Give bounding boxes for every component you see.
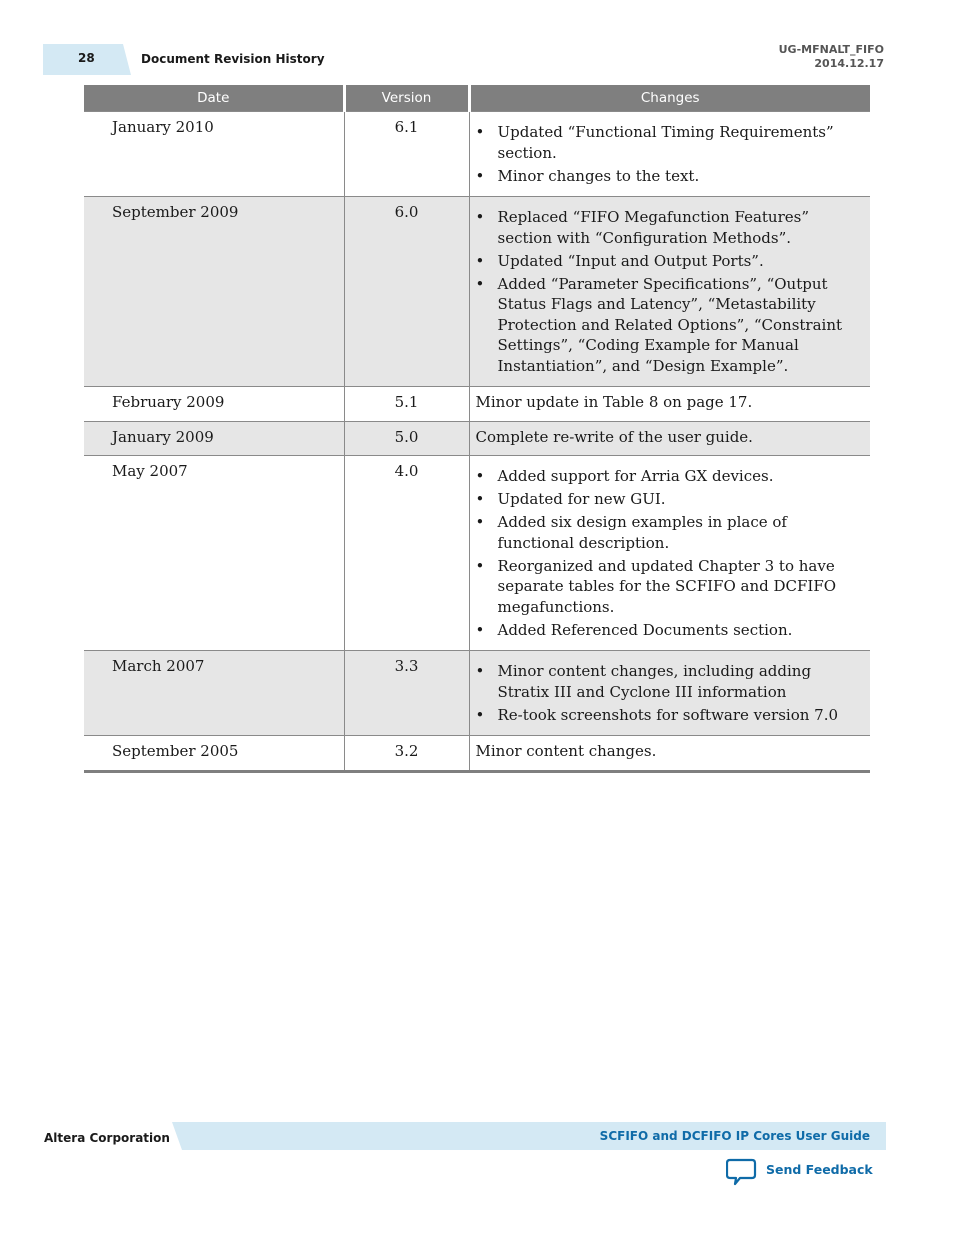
date-cell: March 2007 <box>84 651 344 736</box>
list-item: • Added Referenced Documents section. <box>476 620 865 641</box>
changes-cell: Minor content changes. <box>469 736 870 772</box>
table-row <box>84 456 870 651</box>
changes-list <box>476 661 865 725</box>
date-cell: February 2009 <box>84 387 344 422</box>
revision-history-table <box>84 85 870 773</box>
version-cell: 5.0 <box>344 421 469 456</box>
doc-identifier <box>779 43 884 71</box>
list-item: • Re-took screenshots for software version 7.0 <box>476 705 865 726</box>
table-row <box>84 387 870 422</box>
table-row <box>84 651 870 736</box>
list-item: • Reorganized and updated Chapter 3 to have separate tables for the SCFIFO and DCFIFO megafunctions. <box>476 556 865 618</box>
column-header-date: Date <box>84 85 344 112</box>
list-item: • Replaced “FIFO Megafunction Features” section with “Configuration Methods”. <box>476 207 865 248</box>
version-cell: 6.1 <box>344 112 469 197</box>
version-cell: 3.3 <box>344 651 469 736</box>
section-title: Document Revision History <box>141 52 325 66</box>
column-header-version: Version <box>344 85 469 112</box>
column-header-changes: Changes <box>469 85 870 112</box>
speech-bubble-icon <box>726 1158 758 1186</box>
list-item: • Minor content changes, including adding Stratix III and Cyclone III information <box>476 661 865 702</box>
page-number: 28 <box>78 51 95 65</box>
changes-cell <box>469 112 870 197</box>
changes-cell <box>469 651 870 736</box>
date-cell: January 2009 <box>84 421 344 456</box>
list-item: • Updated “Input and Output Ports”. <box>476 251 865 272</box>
changes-cell: Complete re-write of the user guide. <box>469 421 870 456</box>
table-row <box>84 421 870 456</box>
version-cell: 6.0 <box>344 197 469 387</box>
list-item: • Minor changes to the text. <box>476 166 865 187</box>
list-item: • Added “Parameter Specifications”, “Output Status Flags and Latency”, “Metastability Protection and Related Options”, “Constraint Settings”, “Coding Example for Manual Instantiation”, and “Design Example”. <box>476 274 865 377</box>
list-item: • Added six design examples in place of functional description. <box>476 512 865 553</box>
changes-list <box>476 466 865 640</box>
date-cell: September 2009 <box>84 197 344 387</box>
table-header-row <box>84 85 870 112</box>
changes-list <box>476 122 865 186</box>
date-cell: September 2005 <box>84 736 344 772</box>
send-feedback-link[interactable] <box>726 1158 873 1188</box>
changes-list <box>476 207 865 376</box>
list-item: • Updated for new GUI. <box>476 489 865 510</box>
list-item: • Updated “Functional Timing Requirements” section. <box>476 122 865 163</box>
table-row <box>84 197 870 387</box>
changes-cell: Minor update in Table 8 on page 17. <box>469 387 870 422</box>
date-cell: January 2010 <box>84 112 344 197</box>
table-row <box>84 112 870 197</box>
changes-cell <box>469 197 870 387</box>
date-cell: May 2007 <box>84 456 344 651</box>
list-item: • Added support for Arria GX devices. <box>476 466 865 487</box>
send-feedback-label: Send Feedback <box>766 1162 873 1177</box>
doc-id: UG-MFNALT_FIFO <box>778 43 884 56</box>
version-cell: 4.0 <box>344 456 469 651</box>
guide-title-link[interactable]: SCFIFO and DCFIFO IP Cores User Guide <box>599 1129 870 1143</box>
version-cell: 5.1 <box>344 387 469 422</box>
company-name: Altera Corporation <box>44 1131 170 1145</box>
version-cell: 3.2 <box>344 736 469 772</box>
doc-date: 2014.12.17 <box>814 57 884 70</box>
changes-cell <box>469 456 870 651</box>
table-row <box>84 736 870 772</box>
